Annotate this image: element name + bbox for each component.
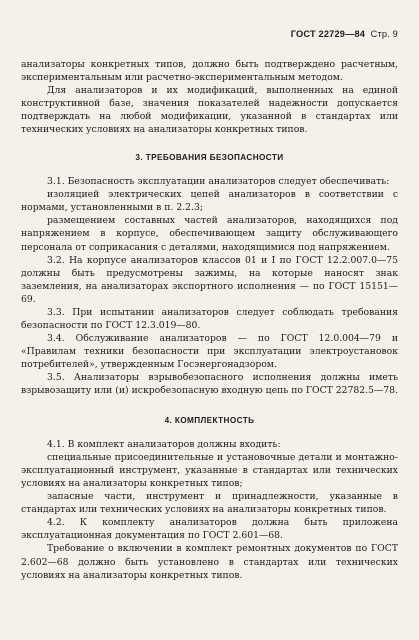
clause-4-2: 4.2. К комплекту анализаторов должна быть приложена эксплуатационная документация по ГОСТ 2.601—68. (21, 517, 398, 542)
list-item: специальные присоединительные и установочные детали и монтажно-эксплуатационный инструмент, указанные в стандартах или технических условиях на анализаторы конкретных типов; (21, 452, 398, 490)
section-title-safety: 3. ТРЕБОВАНИЯ БЕЗОПАСНОСТИ (135, 153, 284, 163)
list-item: изоляцией электрических цепей анализаторов в соответствии с нормами, установленными в п. 2.2.3; (21, 189, 398, 214)
clause-3-3: 3.3. При испытании анализаторов следует соблюдать требования безопасности по ГОСТ 12.3.019—80. (21, 306, 398, 331)
clause-3-1: 3.1. Безопасность эксплуатации анализаторов следует обеспечивать: (47, 176, 390, 188)
paragraph: Требование о включении в комплект ремонтных документов по ГОСТ 2.602—68 должно быть установлено в стандартах или технических условиях на анализаторы конкретных типов. (21, 543, 398, 581)
list-item: запасные части, инструмент и принадлежности, указанные в стандартах или технических условиях на анализаторы конкретных типов. (21, 491, 398, 516)
standard-number: ГОСТ 22729—84 (290, 29, 366, 39)
clause-3-2: 3.2. На корпусе анализаторов классов 01 и I по ГОСТ 12.2.007.0—75 должны быть предусмотрены зажимы, на которые наносят знак заземления, на анализаторах экспортного исполнения — по ГОСТ 15151—69. (21, 254, 398, 305)
list-item: размещением составных частей анализаторов, находящихся под напряжением в корпусе, обеспечивающем защиту обслуживающего персонала от соприкасания с деталями, находящимися под напряжением. (21, 215, 398, 253)
paragraph: анализаторы конкретных типов, должно быть подтверждено расчетным, экспериментальным или расчетно-экспериментальным методом. (21, 59, 398, 84)
clause-4-1: 4.1. В комплект анализаторов должны входить: (47, 439, 281, 451)
clause-3-4: 3.4. Обслуживание анализаторов — по ГОСТ 12.0.004—79 и «Правилам техники безопасности при эксплуатации электроустановок потребителей», утвержденным Госэнергонадзором. (21, 332, 398, 370)
page-header (291, 29, 398, 39)
document-body (21, 58, 398, 582)
paragraph: Для анализаторов и их модификаций, выполненных на единой конструктивной базе, значения показателей надежности допускается подтверждать на любой модификации, указанной в стандартах или технических условиях на анализаторы конкретных типов. (21, 85, 398, 136)
section-title-completeness: 4. КОМПЛЕКТНОСТЬ (164, 416, 255, 426)
clause-3-5: 3.5. Анализаторы взрывобезопасного исполнения должны иметь взрывозащиту или (и) искробезопасную входную цепь по ГОСТ 22782.5—78. (21, 371, 398, 397)
page-number: Стр. 9 (370, 29, 398, 39)
